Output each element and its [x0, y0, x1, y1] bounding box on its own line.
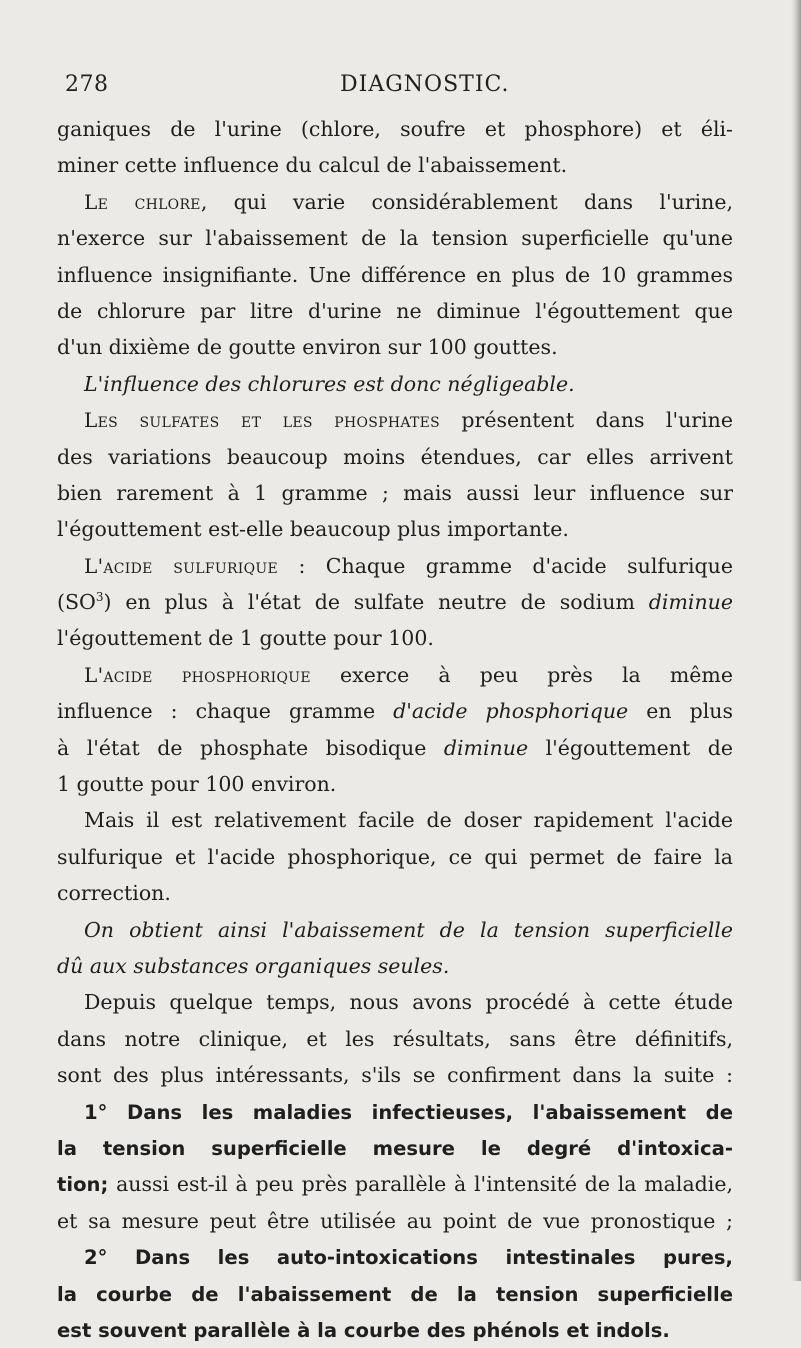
- section-term: L'acide phosphorique: [84, 662, 311, 687]
- text-line: sont des plus intéressants, s'ils se confirment dans la suite :: [57, 1063, 733, 1088]
- text-line: sulfurique et l'acide phosphorique, ce qui permet de faire la: [57, 844, 733, 869]
- bold-statement: tion;: [57, 1173, 109, 1197]
- text-line: On obtient ainsi l'abaissement de la tension superficielle: [84, 917, 733, 942]
- text-line: [57, 1239, 733, 1275]
- text-line: tion; aussi est-il à peu près parallèle à l'intensité de la maladie,: [57, 1172, 733, 1197]
- section-term: Le chlore: [84, 189, 201, 214]
- text-line: l'égouttement est-elle beaucoup plus importante.: [57, 517, 569, 542]
- text-line: n'exerce sur l'abaissement de la tension superficielle qu'une: [57, 226, 733, 251]
- page-number: 278: [65, 72, 109, 97]
- bold-statement: la tension superficielle mesure le degré d'intoxica-: [57, 1136, 733, 1160]
- text-line: [57, 366, 733, 402]
- text-line: [57, 1312, 733, 1348]
- text-line: L'acide sulfurique : Chaque gramme d'acide sulfurique: [84, 553, 733, 578]
- text-line: 1 goutte pour 100 environ.: [57, 772, 337, 797]
- running-header: [0, 72, 801, 102]
- text-line: Mais il est relativement facile de doser rapidement l'acide: [84, 808, 733, 833]
- body-text: [57, 111, 733, 1348]
- bold-statement: est souvent parallèle à la courbe des phénols et indols.: [57, 1318, 670, 1342]
- text-line: correction.: [57, 881, 171, 906]
- text-line: influence : chaque gramme d'acide phosphorique en plus: [57, 699, 733, 724]
- text-line: de chlorure par litre d'urine ne diminue l'égouttement que: [57, 298, 733, 323]
- text-line: à l'état de phosphate bisodique diminue l'égouttement de: [57, 735, 733, 760]
- text-line: influence insignifiante. Une différence en plus de 10 grammes: [57, 262, 733, 287]
- text-line: Les sulfates et les phosphates présentent dans l'urine: [84, 408, 733, 433]
- section-term: L'acide sulfurique: [84, 553, 279, 578]
- text-line: [57, 1130, 733, 1166]
- text-line: dans notre clinique, et les résultats, sans être définitifs,: [57, 1026, 733, 1051]
- page-edge-shadow: [791, 0, 801, 1281]
- superscript: 3: [95, 590, 104, 605]
- text-line: ganiques de l'urine (chlore, soufre et phosphore) et éli-: [57, 117, 733, 141]
- text-line: [57, 1094, 733, 1130]
- bold-statement: 1° Dans les maladies infectieuses, l'abaissement de: [84, 1100, 733, 1124]
- text-line: des variations beaucoup moins étendues, car elles arrivent: [57, 444, 733, 469]
- bold-statement: la courbe de l'abaissement de la tension superficielle: [57, 1282, 733, 1306]
- text-line: dû aux substances organiques seules.: [57, 953, 450, 978]
- text-line: miner cette influence du calcul de l'abaissement.: [57, 153, 568, 178]
- text-line: Depuis quelque temps, nous avons procédé à cette étude: [84, 990, 733, 1015]
- text-line: et sa mesure peut être utilisée au point de vue pronostique ;: [57, 1208, 733, 1233]
- text-line: bien rarement à 1 gramme ; mais aussi leur influence sur: [57, 480, 733, 505]
- text-line: l'égouttement de 1 goutte pour 100.: [57, 626, 434, 651]
- section-term: Les sulfates et les phosphates: [84, 408, 441, 433]
- running-title: DIAGNOSTIC.: [340, 72, 510, 97]
- italic-conclusion: L'influence des chlorures est donc négligeable.: [84, 371, 575, 396]
- text-line: $(SO^3)$ en plus à l'état de sulfate neutre de sodium diminue: [57, 590, 733, 615]
- bold-statement: 2° Dans les auto-intoxications intestinales pures,: [84, 1246, 733, 1270]
- text-line: Le chlore, qui varie considérablement dans l'urine,: [84, 189, 733, 214]
- text-line: L'acide phosphorique exerce à peu près la même: [84, 662, 733, 687]
- text-line: d'un dixième de goutte environ sur 100 gouttes.: [57, 335, 558, 360]
